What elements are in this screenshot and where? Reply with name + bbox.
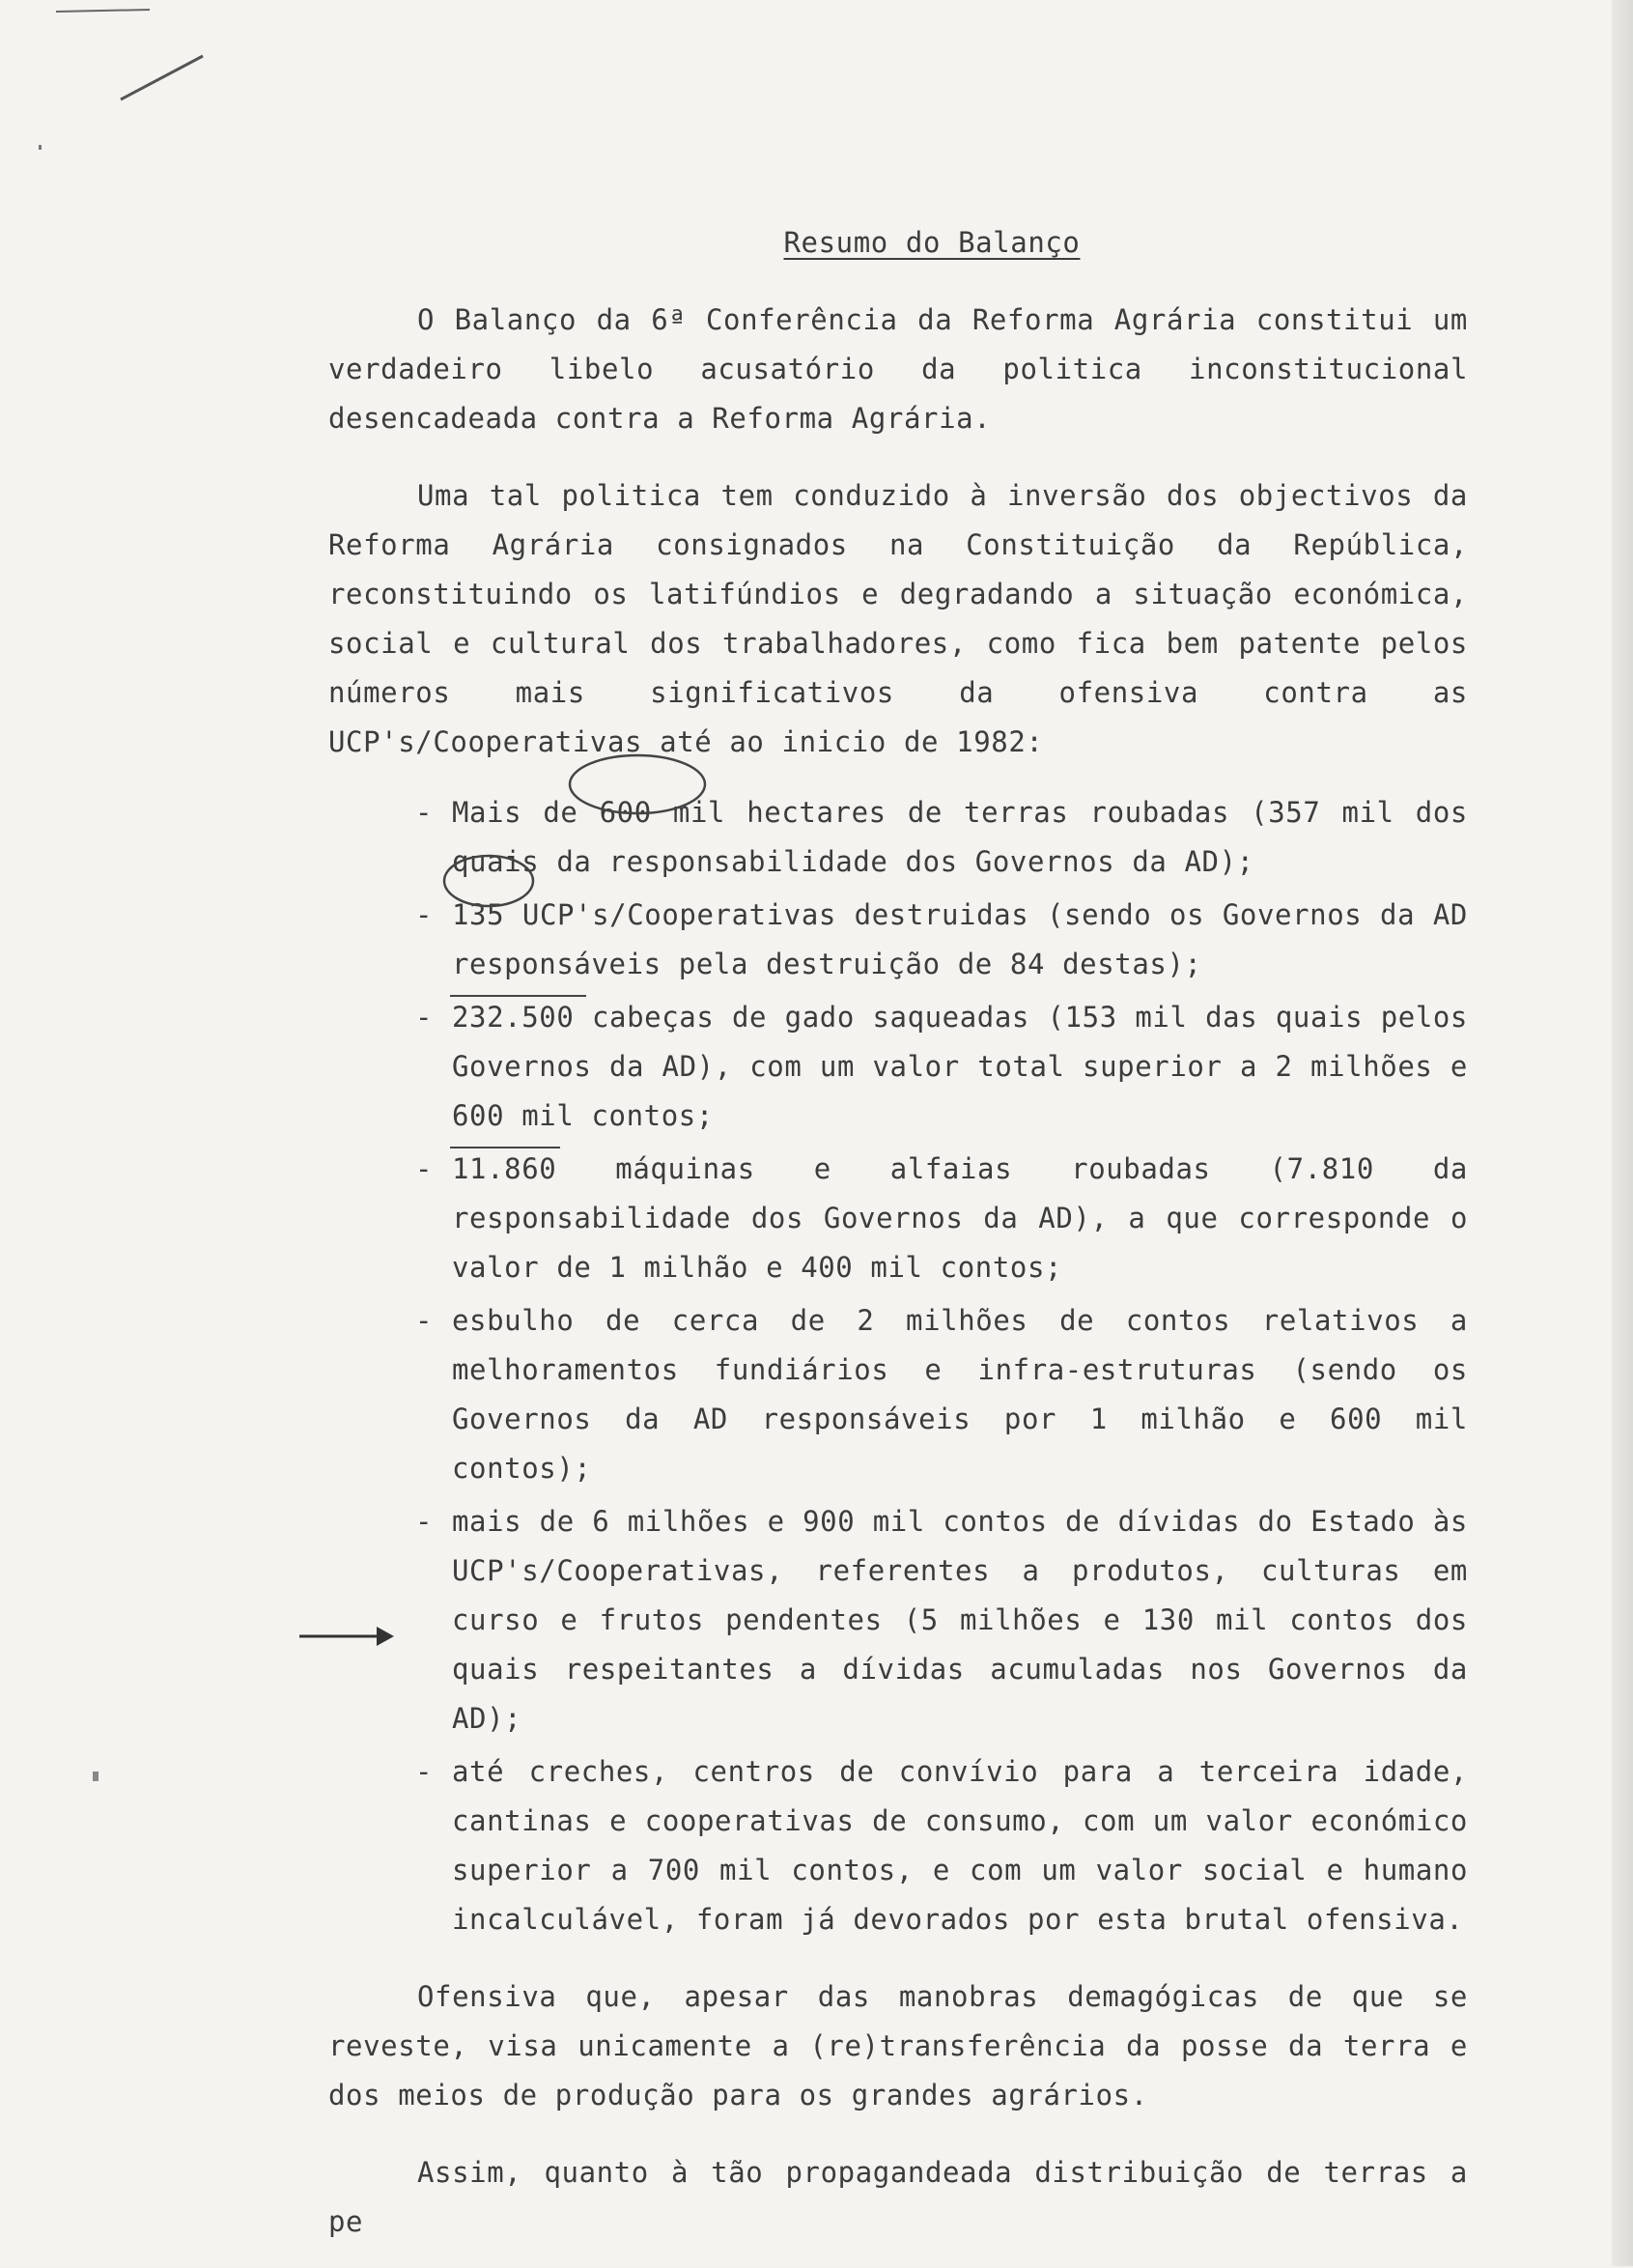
bullet-dash: -: [415, 1755, 434, 1788]
scan-speck: [39, 145, 42, 150]
bullet-item: [415, 788, 1468, 887]
top-edge-stroke: [56, 10, 150, 12]
scan-edge-shadow: [1612, 0, 1633, 2266]
paragraph-intro-1: O Balanço da 6ª Conferência da Reforma Agrária constitui um verdadeiro libelo acusatório da politica inconstitucional desencadeada contra a Reforma Agrária.: [328, 303, 1468, 435]
document-body: [328, 218, 1468, 2268]
paragraph-intro-2: Uma tal politica tem conduzido à inversão dos objectivos da Reforma Agrária consignados na Constituição da República, reconstituindo os latifúndios e degradando a situação económica, social e cultural dos trabalhadores, como fica bem patente pelos números mais significativos da ofensiva contra as UCP's/Cooperativas até ao inicio de 1982:: [328, 479, 1468, 758]
bullet-dash: -: [415, 1505, 434, 1538]
bullet-list: [328, 788, 1468, 1944]
bullet-text: 232.500 cabeças de gado saqueadas (153 mil das quais pelos Governos da AD), com um valor total superior a 2 milhões e 600 mil contos;: [452, 1001, 1468, 1132]
bullet-dash: -: [415, 1152, 434, 1185]
bullet-text: 11.860 máquinas e alfaias roubadas (7.810 da responsabilidade dos Governos da AD), a que corresponde o valor de 1 milhão e 400 mil contos;: [452, 1152, 1468, 1284]
bullet-item: [415, 1296, 1468, 1493]
bullet-text: 135 UCP's/Cooperativas destruidas (sendo os Governos da AD responsáveis pela destruição de 84 destas);: [452, 898, 1468, 980]
bullet-item: [415, 993, 1468, 1141]
title-text: Resumo do Balanço: [783, 226, 1081, 259]
document-title: [328, 218, 1468, 268]
pencil-stroke: [121, 56, 203, 99]
bullet-text: Mais de 600 mil hectares de terras roubadas (357 mil dos quais da responsabilidade dos Governos da AD);: [452, 796, 1468, 878]
bullet-text: esbulho de cerca de 2 milhões de contos relativos a melhoramentos fundiários e infra-estruturas (sendo os Governos da AD responsáveis por 1 milhão e 600 mil contos);: [452, 1304, 1468, 1485]
bullet-dash: -: [415, 796, 434, 829]
bullet-text: mais de 6 milhões e 900 mil contos de dívidas do Estado às UCP's/Cooperativas, referentes a produtos, culturas em curso e frutos pendentes (5 milhões e 130 mil contos dos quais respeitantes a dívidas acumuladas nos Governos da AD);: [452, 1505, 1468, 1735]
bullet-dash: -: [415, 1304, 434, 1337]
bullet-item: [415, 891, 1468, 989]
bullet-item: [415, 1497, 1468, 1744]
scan-speck: [93, 1772, 99, 1781]
bullet-item: [415, 1145, 1468, 1292]
paragraph-outro-1: Ofensiva que, apesar das manobras demagógicas de que se reveste, visa unicamente a (re)transferência da posse da terra e dos meios de produção para os grandes agrários.: [328, 1980, 1468, 2112]
bullet-dash: -: [415, 898, 434, 931]
bullet-item: [415, 1747, 1468, 1944]
bullet-text: até creches, centros de convívio para a terceira idade, cantinas e cooperativas de consumo, com um valor económico superior a 700 mil contos, e com um valor social e humano incalculável, foram já devorados por esta brutal ofensiva.: [452, 1755, 1468, 1936]
bullet-dash: -: [415, 1001, 434, 1034]
paragraph-outro-2: Assim, quanto à tão propagandeada distribuição de terras a pe: [328, 2156, 1468, 2238]
